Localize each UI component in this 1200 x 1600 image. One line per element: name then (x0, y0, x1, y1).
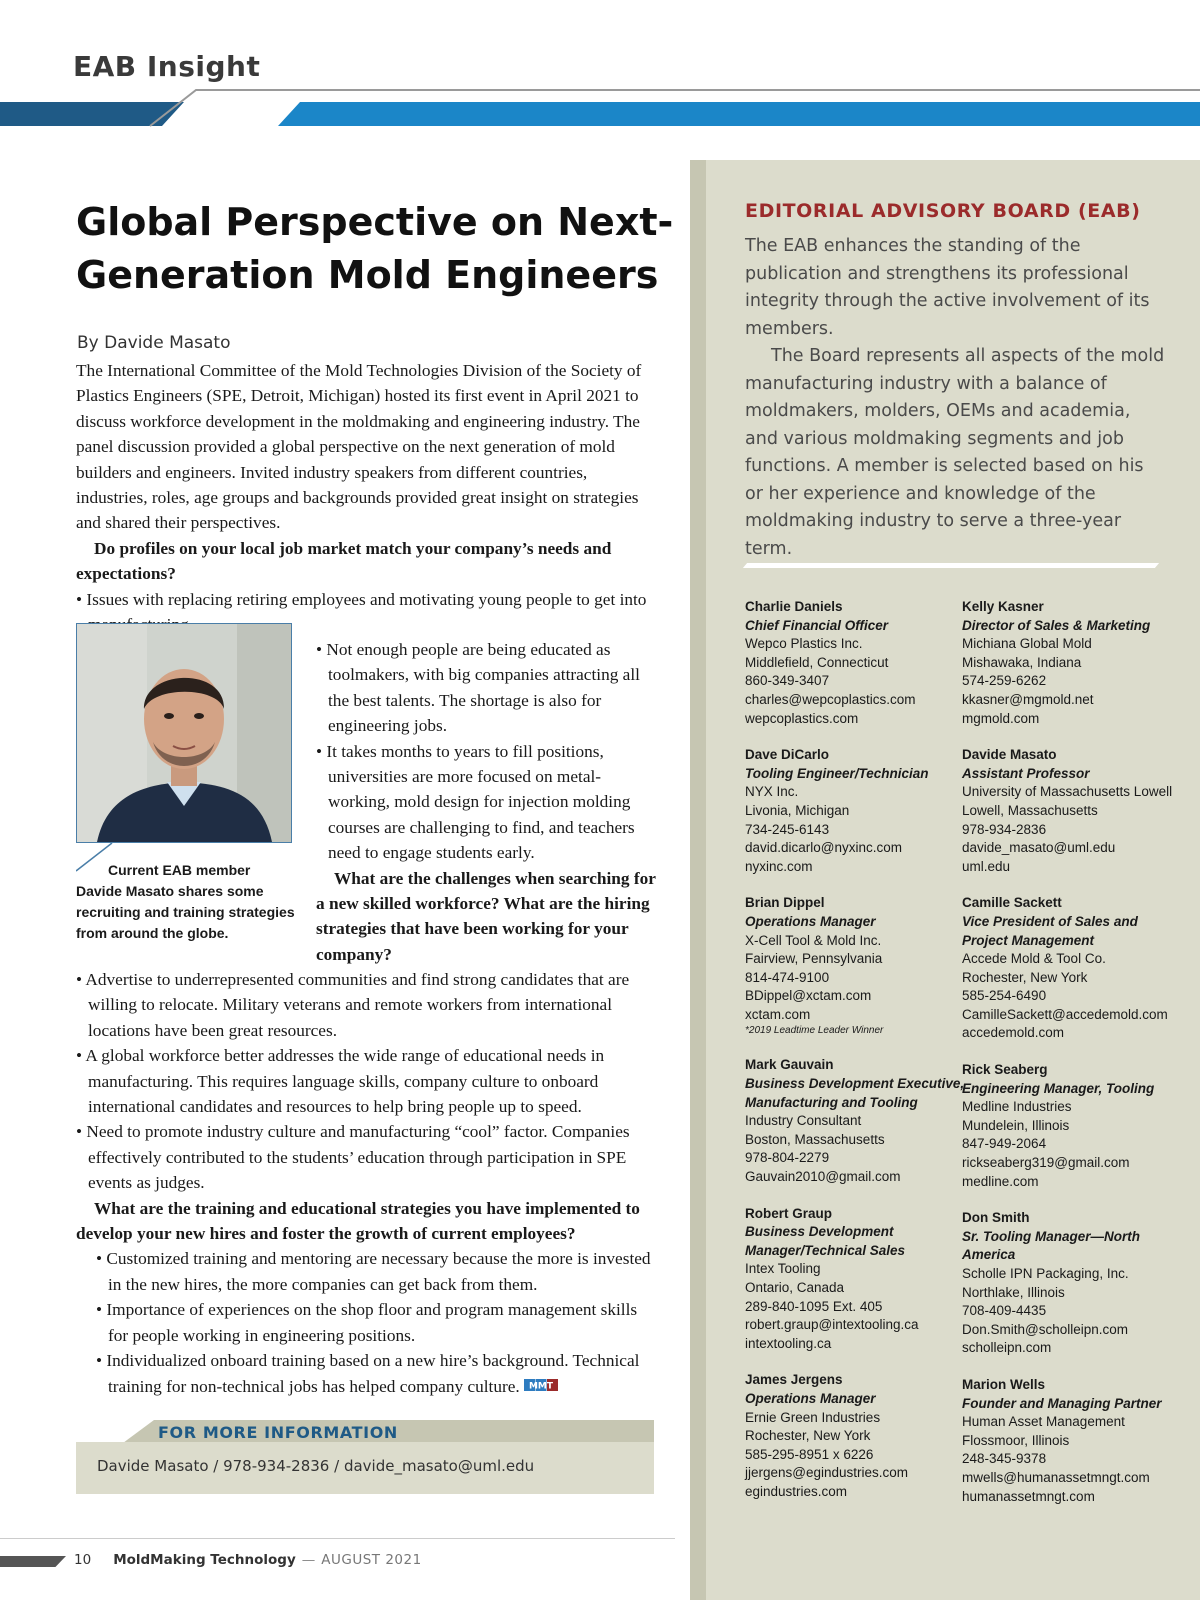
member-detail: Ontario, Canada (745, 1280, 845, 1295)
member-detail: Lowell, Massachusetts (962, 802, 1098, 818)
q2-bullet-2: • A global workforce better addresses the wide range of educational needs in manufacturing. This requires language skills, company culture to onboard international candidates and resources to help bring people up to speed. (76, 1046, 605, 1117)
member-detail: 289-840-1095 Ext. 405 (745, 1298, 883, 1314)
member-detail: Rochester, New York (745, 1428, 871, 1444)
member-name: Davide Masato (962, 747, 1057, 763)
member-detail: CamilleSackett@accedemold.com (962, 1006, 1168, 1022)
member-role: Director of Sales & Marketing (962, 617, 1151, 633)
member-detail: davide_masato@uml.edu (962, 840, 1116, 856)
member-detail: 978-804-2279 (745, 1150, 830, 1166)
q1-bullet-3: • It takes months to years to fill positions, universities are more focused on metal-working, mold design for injection molding courses are challenging to find, and teachers need to engage students early. (316, 741, 635, 863)
member-name: Robert Graup (745, 1205, 833, 1221)
member-role: Founder and Managing Partner (962, 1395, 1162, 1411)
q2-bullet-3: • Need to promote industry culture and manufacturing “cool” factor. Companies effectively contributed to the students’ education through participation in SPE events as judges. (76, 1122, 630, 1193)
member-detail: uml.edu (962, 858, 1011, 874)
eab-description (745, 233, 1165, 563)
member-detail: accedemold.com (962, 1025, 1065, 1041)
member-detail: Mishawaka, Indiana (962, 654, 1082, 670)
member-detail: Human Asset Management (962, 1414, 1125, 1430)
member-detail: xctam.com (745, 1006, 811, 1022)
photo-caption: Current EAB member Davide Masato shares some recruiting and training strategies from around the globe. (76, 862, 295, 941)
member-detail: david.dicarlo@nyxinc.com (745, 840, 903, 856)
article-title: Global Perspective on Next-Generation Mold Engineers (76, 200, 674, 297)
eab-paragraph-2: The Board represents all aspects of the mold manufacturing industry with a balance of moldmakers, molders, OEMs and academia, and various moldmaking segments and job functions. A member is selected based on his or her experience and knowledge of the moldmaking industry to serve a three-year term. (745, 346, 1165, 559)
member-name: Don Smith (962, 1210, 1030, 1226)
member-name: Rick Seaberg (962, 1062, 1048, 1078)
question-2: What are the challenges when searching for a new skilled workforce? What are the hiring strategies that have been working for your company? (316, 868, 656, 964)
member-detail: kkasner@mgmold.net (962, 691, 1094, 707)
member-detail: Scholle IPN Packaging, Inc. (962, 1266, 1129, 1281)
member-detail: jjergens@egindustries.com (745, 1465, 909, 1481)
member-detail: Accede Mold & Tool Co. (962, 951, 1106, 967)
member-role: Vice President of Sales and Project Management (962, 913, 1138, 948)
member-detail: nyxinc.com (745, 858, 813, 874)
member-detail: 585-295-8951 x 6226 (745, 1446, 874, 1462)
member-name: Marion Wells (962, 1376, 1046, 1392)
q2-bullet-1: • Advertise to underrepresented communities and find strong candidates that are willing to relocate. Military veterans and remote workers from international locations have been great resources. (76, 970, 630, 1040)
member-detail: charles@wepcoplastics.com (745, 691, 916, 707)
board-member (962, 598, 1187, 728)
issue-date: AUGUST 2021 (321, 1552, 422, 1568)
member-role: Operations Manager (745, 913, 876, 929)
member-detail: Industry Consultant (745, 1113, 862, 1129)
member-detail: Boston, Massachusetts (745, 1131, 885, 1147)
section-label: EAB Insight (73, 50, 261, 83)
member-detail: medline.com (962, 1173, 1039, 1189)
member-detail: 708-409-4435 (962, 1303, 1047, 1319)
member-role: Chief Financial Officer (745, 617, 889, 633)
article-body-right (316, 637, 656, 967)
member-role: Business Development Executive, Manufacturing and Tooling (745, 1076, 965, 1110)
board-member (745, 1371, 970, 1501)
member-name: Kelly Kasner (962, 599, 1044, 614)
member-name: Charlie Daniels (745, 599, 843, 614)
member-role: Operations Manager (745, 1390, 876, 1406)
member-detail: intextooling.ca (745, 1335, 832, 1351)
member-name: Brian Dippel (745, 895, 825, 911)
member-detail: Fairview, Pennsylvania (745, 951, 883, 967)
member-detail: Don.Smith@scholleipn.com (962, 1321, 1129, 1337)
member-note: *2019 Leadtime Leader Winner (745, 1025, 884, 1037)
board-member (962, 746, 1187, 876)
footer (74, 1552, 422, 1568)
member-detail: humanassetmngt.com (962, 1488, 1095, 1504)
footer-bar (0, 1556, 66, 1567)
member-name: Mark Gauvain (745, 1057, 834, 1073)
question-3: What are the training and educational strategies you have implemented to develop your new hires and foster the growth of current employees? (76, 1198, 640, 1244)
member-detail: wepcoplastics.com (745, 710, 859, 726)
member-role: Assistant Professor (962, 765, 1090, 781)
member-detail: Medline Industries (962, 1099, 1072, 1115)
member-detail: 248-345-9378 (962, 1451, 1047, 1467)
board-member (745, 894, 970, 1038)
sidebar-edge (690, 160, 706, 1600)
q3-bullet-3 (76, 1348, 654, 1399)
article-body-top (76, 358, 654, 637)
member-detail: 860-349-3407 (745, 673, 830, 689)
member-detail: Livonia, Michigan (745, 802, 850, 818)
board-column-left (745, 598, 970, 1520)
member-name: Camille Sackett (962, 895, 1062, 911)
member-detail: University of Massachusetts Lowell (962, 784, 1173, 800)
q3-bullet-3-text: • Individualized onboard training based on a new hire’s background. Technical training for non-technical jobs has helped company culture. (96, 1351, 640, 1396)
member-role: Business Development Manager/Technical Sales (745, 1224, 906, 1258)
member-detail: mwells@humanassetmngt.com (962, 1469, 1150, 1485)
header-stripe (0, 88, 1200, 128)
q3-bullet-1: • Customized training and mentoring are necessary because the more is invested in the new hires, the more companies can get back from them. (96, 1249, 651, 1294)
member-detail: 734-245-6143 (745, 821, 830, 837)
mmt-end-mark (524, 1379, 558, 1391)
member-role: Tooling Engineer/Technician (745, 765, 929, 781)
more-info-contact: Davide Masato / 978-934-2836 / davide_masato@uml.edu (97, 1457, 535, 1475)
intro-paragraph: The International Committee of the Mold Technologies Division of the Society of Plastics Engineers (SPE, Detroit, Michigan) hosted its first event in April 2021 to discuss workforce development in the moldmaking and engineering industry. The panel discussion provided a global perspective on the next generation of mold builders and engineers. Invited industry speakers from different countries, industries, roles, age groups and backgrounds provided great insight on strategies and shared their perspectives. (76, 361, 642, 533)
article-body-bottom (76, 967, 654, 1399)
member-name: Dave DiCarlo (745, 747, 830, 763)
board-member (962, 894, 1187, 1043)
member-detail: Mundelein, Illinois (962, 1117, 1070, 1133)
member-role: Sr. Tooling Manager—North America (962, 1228, 1141, 1263)
member-detail: Intex Tooling (745, 1261, 821, 1277)
board-member (745, 1056, 970, 1186)
member-detail: Middlefield, Connecticut (745, 654, 889, 670)
member-detail: Ernie Green Industries (745, 1409, 881, 1425)
member-detail: BDippel@xctam.com (745, 988, 872, 1004)
member-detail: 814-474-9100 (745, 969, 830, 985)
board-column-right (962, 598, 1187, 1524)
member-detail: scholleipn.com (962, 1340, 1052, 1356)
member-detail: robert.graup@intextooling.ca (745, 1317, 919, 1333)
board-member (962, 1209, 1187, 1358)
eab-divider (743, 563, 1159, 568)
q3-bullet-2: • Importance of experiences on the shop floor and program management skills for people working in engineering positions. (96, 1300, 638, 1345)
footer-dash: — (301, 1552, 316, 1568)
board-member (962, 1061, 1187, 1191)
byline: By Davide Masato (77, 333, 231, 353)
member-detail: Michiana Global Mold (962, 636, 1092, 652)
author-photo (76, 623, 292, 843)
board-member (962, 1376, 1187, 1506)
member-detail: 847-949-2064 (962, 1136, 1047, 1152)
member-detail: 574-259-6262 (962, 673, 1047, 689)
mmt-end-mark-text: MMT (529, 1381, 554, 1391)
q1-bullet-2: • Not enough people are being educated as toolmakers, with big companies attracting all the best talents. The shortage is also for engineering jobs. (316, 640, 640, 736)
page-number: 10 (74, 1552, 92, 1568)
member-detail: NYX Inc. (745, 784, 799, 800)
q1-bullet-1: • Issues with replacing retiring employees and motivating young people to get into (76, 589, 647, 609)
member-detail: Rochester, New York (962, 969, 1088, 985)
member-detail: Flossmoor, Illinois (962, 1432, 1070, 1448)
board-member (745, 1205, 970, 1354)
member-detail: mgmold.com (962, 710, 1040, 726)
eab-title: EDITORIAL ADVISORY BOARD (EAB) (745, 200, 1141, 222)
member-detail: rickseaberg319@gmail.com (962, 1155, 1130, 1171)
member-detail: Wepco Plastics Inc. (745, 636, 863, 652)
member-detail: X-Cell Tool & Mold Inc. (745, 932, 882, 948)
member-detail: 978-934-2836 (962, 821, 1047, 837)
eab-paragraph-1: The EAB enhances the standing of the publication and strengthens its professional integrity through the active involvement of its members. (745, 236, 1150, 339)
member-role: Engineering Manager, Tooling (962, 1080, 1155, 1096)
magazine-name: MoldMaking Technology (113, 1552, 296, 1568)
member-detail: Gauvain2010@gmail.com (745, 1169, 901, 1185)
more-info-title: FOR MORE INFORMATION (158, 1423, 398, 1442)
question-1: Do profiles on your local job market match your company’s needs and expectations? (76, 538, 612, 584)
member-name: James Jergens (745, 1372, 843, 1388)
member-detail: egindustries.com (745, 1483, 848, 1499)
member-detail: Northlake, Illinois (962, 1284, 1065, 1300)
footer-rule (0, 1538, 675, 1539)
member-detail: 585-254-6490 (962, 988, 1047, 1004)
board-member (745, 598, 970, 728)
board-member (745, 746, 970, 876)
